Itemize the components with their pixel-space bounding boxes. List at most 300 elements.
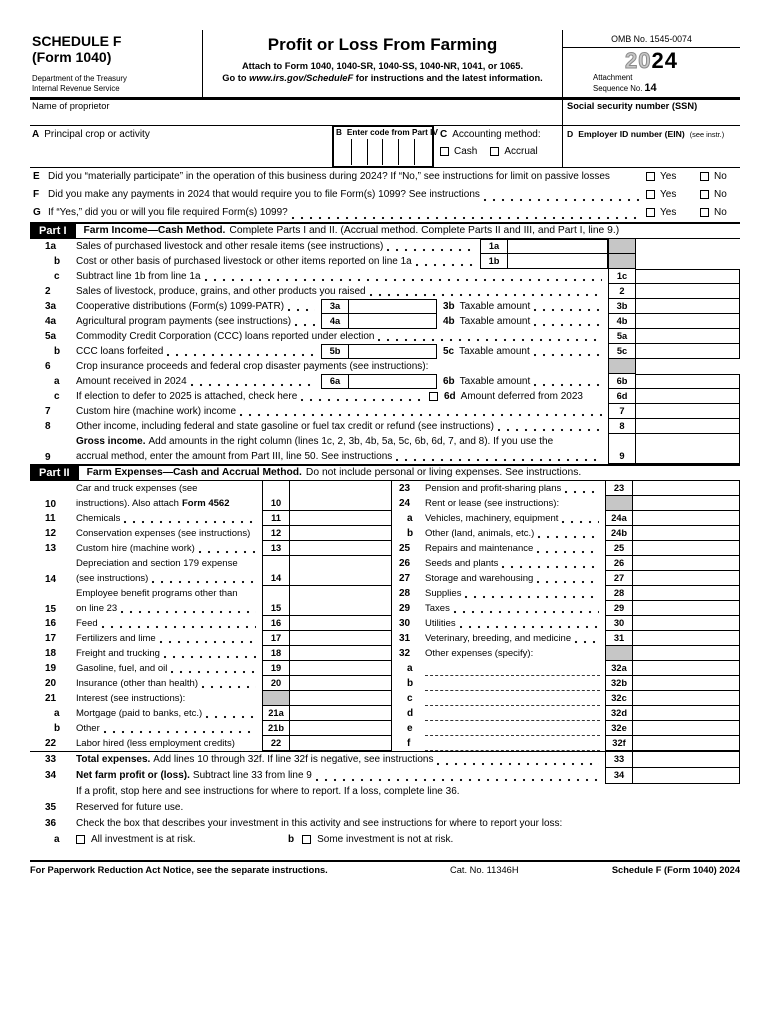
line-10-text-2	[76, 496, 262, 511]
row-12	[30, 526, 392, 541]
line-5c-amount-field[interactable]	[636, 344, 740, 359]
checkbox-cash[interactable]	[440, 147, 449, 156]
line-15-amount-field[interactable]	[290, 586, 392, 616]
deferred-label: Amount deferred from 2023	[460, 390, 583, 402]
line-4a-entry-field[interactable]	[349, 314, 437, 329]
box-c-label-row	[440, 129, 562, 140]
dot-leader	[537, 526, 599, 541]
form-footer	[30, 860, 740, 875]
line-desc	[76, 254, 480, 269]
line-label-32b: 32b	[605, 676, 633, 691]
comb-cell	[336, 139, 351, 165]
line-number: 11	[45, 512, 56, 524]
accounting-method-options	[440, 146, 562, 157]
line-24b-amount-field[interactable]	[633, 526, 740, 541]
part2-left-column	[30, 481, 392, 751]
dot-leader	[533, 314, 602, 329]
accrual-label: Accrual	[504, 145, 538, 157]
line-number: b	[54, 255, 61, 267]
line-text: Gasoline, fuel, and oil	[76, 662, 168, 674]
line-number: b	[407, 677, 414, 689]
line-number: 5a	[45, 330, 57, 342]
line-text: instructions). Also attach	[76, 497, 179, 509]
checkbox-f-yes[interactable]	[646, 190, 655, 199]
deferred-amount-6d	[438, 389, 608, 404]
line-19-amount-field[interactable]	[290, 661, 392, 676]
line-text: Other income, including federal and state gasoline or fuel tax credit or refund (see instructions)	[76, 420, 494, 432]
row-4a	[30, 314, 740, 329]
line-label-21b: 21b	[262, 721, 290, 736]
e-no-option	[700, 171, 740, 182]
line-number: 17	[45, 632, 57, 644]
line-label-22: 22	[262, 736, 290, 751]
year-prefix: 20	[625, 48, 652, 73]
ssn-cell	[562, 100, 740, 125]
line-label-25: 25	[605, 541, 633, 556]
line-text: Add amounts in the right column (lines 1c, 2, 3b, 4b, 5a, 5c, 6b, 6d, 7, and 8). If you use the	[148, 435, 554, 447]
line-number: 18	[45, 647, 57, 659]
line-text: Repairs and maintenance	[425, 542, 534, 554]
box-a-label-row	[32, 129, 332, 140]
part1-subtitle: Complete Parts I and II. (Accrual method. Complete Parts II and III, and Part I, line 9.)	[229, 225, 620, 237]
line-14-text-2	[76, 571, 262, 586]
row-1c	[30, 269, 740, 284]
dot-leader	[377, 329, 602, 344]
question-g-text: If “Yes,” did you or will you file required Form(s) 1099?	[48, 207, 288, 219]
checkbox-36b-some-not-at-risk[interactable]	[302, 835, 311, 844]
taxable-amount-5c	[437, 344, 608, 359]
line-6b-amount-field[interactable]	[636, 374, 740, 389]
ssn-input[interactable]	[567, 111, 740, 125]
line-number: c	[54, 270, 60, 282]
box-a-label: Principal crop or activity	[44, 128, 150, 140]
line-number: d	[407, 707, 414, 719]
line-number: 16	[45, 617, 57, 629]
line-label-13: 13	[262, 541, 290, 556]
line-desc	[76, 344, 321, 359]
row-32c	[392, 691, 740, 706]
line-21b-amount-field[interactable]	[290, 721, 392, 736]
line-6a-entry-field[interactable]	[349, 374, 437, 389]
line-text: Freight and trucking	[76, 647, 160, 659]
line-text: Vehicles, machinery, equipment	[425, 512, 559, 524]
part2-subtitle: Do not include personal or living expenses. See instructions.	[305, 467, 582, 479]
form-header	[30, 30, 740, 100]
name-input[interactable]	[32, 111, 562, 125]
line-desc	[76, 374, 321, 389]
checkbox-accrual[interactable]	[490, 147, 499, 156]
line-32e-amount-field[interactable]	[633, 721, 740, 736]
form-number: (Form 1040)	[32, 49, 112, 66]
dot-leader	[459, 616, 599, 631]
line-6d-amount-field[interactable]	[636, 389, 740, 404]
line-number: 4a	[45, 315, 57, 327]
row-14	[30, 556, 392, 586]
line-label-1a: 1a	[480, 239, 508, 254]
checkbox-g-no[interactable]	[700, 208, 709, 217]
line-16-amount-field[interactable]	[290, 616, 392, 631]
line-text: accrual method, enter the amount from Part III, line 50. See instructions	[76, 450, 393, 462]
line-5a-amount-field[interactable]	[636, 329, 740, 344]
row-32a	[392, 661, 740, 676]
comb-cell	[382, 139, 398, 165]
line-number: 23	[399, 482, 411, 494]
line-label-24b: 24b	[605, 526, 633, 541]
line-text: Agricultural program payments (see instructions)	[76, 315, 292, 327]
line-18-amount-field[interactable]	[290, 646, 392, 661]
row-10	[30, 481, 392, 511]
line-12-amount-field[interactable]	[290, 526, 392, 541]
dot-leader	[291, 204, 640, 222]
box-b	[332, 125, 438, 168]
header-left	[30, 30, 203, 97]
row-21a	[30, 706, 392, 721]
line-2-amount-field[interactable]	[636, 284, 740, 299]
dot-leader	[198, 541, 256, 556]
dot-leader	[386, 239, 474, 254]
shaded-cell	[608, 254, 636, 269]
line-25-amount-field[interactable]	[633, 541, 740, 556]
row-15	[30, 586, 392, 616]
line-30-amount-field[interactable]	[633, 616, 740, 631]
line-10-text-1	[76, 481, 262, 496]
line-number: 27	[399, 572, 411, 584]
line-28-amount-field[interactable]	[633, 586, 740, 601]
name-label: Name of proprietor	[32, 100, 110, 111]
comb-cell	[398, 139, 414, 165]
line-text: Insurance (other than health)	[76, 677, 198, 689]
line-number-6d: 6d	[444, 390, 456, 402]
at-risk-label: All investment is at risk.	[91, 834, 196, 846]
shaded-cell	[262, 691, 290, 706]
goto-post: for instructions and the latest information.	[353, 73, 543, 83]
blank-cell	[636, 359, 740, 374]
line-32b-writein[interactable]	[425, 686, 600, 691]
line-number: 7	[45, 405, 51, 417]
line-32c-writein[interactable]	[425, 701, 600, 706]
part2-bar	[30, 464, 740, 481]
line-label-32f: 32f	[605, 736, 633, 751]
line-label-19: 19	[262, 661, 290, 676]
dot-leader	[190, 374, 315, 389]
taxable-amount-label: Taxable amount	[459, 345, 530, 357]
line-number: 19	[45, 662, 57, 674]
letter-c: C	[440, 128, 448, 140]
line-32f-amount-field[interactable]	[633, 736, 740, 751]
shaded-cell	[605, 646, 633, 661]
line-32d-amount-field[interactable]	[633, 706, 740, 721]
row-9	[30, 434, 740, 464]
line-desc	[76, 586, 262, 616]
line-label-15: 15	[262, 586, 290, 616]
line-text: Other	[76, 722, 100, 734]
dot-leader	[294, 314, 315, 329]
line-label-27: 27	[605, 571, 633, 586]
line-number: 21	[45, 692, 57, 704]
box-a	[30, 126, 332, 167]
line-label-1b: 1b	[480, 254, 508, 269]
no-label: No	[714, 207, 727, 219]
part1-bar	[30, 222, 740, 239]
sequence-number: 14	[644, 82, 657, 95]
line-1b-entry-field[interactable]	[508, 254, 608, 269]
checkbox-e-yes[interactable]	[646, 172, 655, 181]
line-label-14: 14	[262, 556, 290, 586]
line-1c-amount-field[interactable]	[636, 269, 740, 284]
line-4b-amount-field[interactable]	[636, 314, 740, 329]
line-number: 35	[45, 802, 57, 814]
dot-leader	[574, 631, 599, 646]
blank-cell	[633, 496, 740, 511]
line-9-amount-field[interactable]	[636, 434, 740, 464]
line-number: 31	[399, 632, 411, 644]
form-body	[30, 30, 740, 875]
part1-table	[30, 239, 740, 464]
line-1a-entry-field[interactable]	[508, 239, 608, 254]
taxable-amount-3b	[437, 299, 608, 314]
line-label-3a: 3a	[321, 299, 349, 314]
line-33-amount-field[interactable]	[633, 752, 740, 768]
part2-summary	[30, 752, 740, 848]
row-36	[30, 816, 740, 832]
line-text: Cooperative distributions (Form(s) 1099-PATR)	[76, 300, 285, 312]
line-number-3b: 3b	[443, 300, 455, 312]
checkbox-g-yes[interactable]	[646, 208, 655, 217]
shaded-cell	[608, 359, 636, 374]
line-text: Subtract line 33 from line 9	[192, 770, 312, 782]
line-label-32d: 32d	[605, 706, 633, 721]
checkbox-36a-all-at-risk[interactable]	[76, 835, 85, 844]
row-5b	[30, 344, 740, 359]
dot-leader	[453, 601, 599, 616]
line-desc	[76, 299, 321, 314]
line-label-9: 9	[608, 434, 636, 464]
line-32e-writein[interactable]	[425, 731, 600, 736]
line-label-2: 2	[608, 284, 636, 299]
row-19	[30, 661, 392, 676]
line-number: a	[407, 512, 413, 524]
line-text: Commodity Credit Corporation (CCC) loans reported under election	[76, 330, 375, 342]
checkbox-defer-election[interactable]	[429, 392, 438, 401]
letter-e: E	[33, 171, 40, 183]
total-expenses-label: Total expenses.	[76, 754, 151, 766]
line-number: 28	[399, 587, 411, 599]
f-no-option	[700, 189, 740, 200]
line-15-text-1	[76, 586, 262, 601]
line-label-32e: 32e	[605, 721, 633, 736]
row-13	[30, 541, 392, 556]
line-text: Crop insurance proceeds and federal crop disaster payments (see instructions):	[76, 360, 429, 372]
line-7-amount-field[interactable]	[636, 404, 740, 419]
line-17-amount-field[interactable]	[290, 631, 392, 646]
line-text: Other (land, animals, etc.)	[425, 527, 535, 539]
line-24a-amount-field[interactable]	[633, 511, 740, 526]
line-label-11: 11	[262, 511, 290, 526]
row-16	[30, 616, 392, 631]
ssn-label: Social security number (SSN)	[567, 100, 698, 111]
line-31-amount-field[interactable]	[633, 631, 740, 646]
line-number: b	[54, 345, 61, 357]
row-32d	[392, 706, 740, 721]
dot-leader	[163, 646, 256, 661]
row-23	[392, 481, 740, 496]
line-text: Employee benefit programs other than	[76, 587, 238, 599]
row-34-note	[30, 784, 740, 800]
question-f	[30, 186, 740, 204]
row-32b	[392, 676, 740, 691]
line-11-amount-field[interactable]	[290, 511, 392, 526]
row-24a	[392, 511, 740, 526]
line-text: Pension and profit-sharing plans	[425, 482, 562, 494]
year-suffix: 24	[651, 48, 678, 73]
dot-leader	[287, 299, 315, 314]
line-3b-amount-field[interactable]	[636, 299, 740, 314]
part2-columns	[30, 481, 740, 752]
blank-cell	[636, 254, 740, 269]
line-21a-amount-field[interactable]	[290, 706, 392, 721]
sequence-line	[593, 82, 740, 95]
code-input-comb[interactable]	[336, 139, 430, 165]
line-number: 14	[45, 573, 57, 585]
line-text: Other expenses (specify):	[425, 647, 534, 659]
line-label-10: 10	[262, 481, 290, 511]
row-24b	[392, 526, 740, 541]
taxable-amount-6b	[437, 374, 608, 389]
abcd-row	[30, 126, 740, 168]
line-text: Storage and warehousing	[425, 572, 534, 584]
line-number: 20	[45, 677, 57, 689]
line-label-20: 20	[262, 676, 290, 691]
checkbox-f-no[interactable]	[700, 190, 709, 199]
dot-leader	[561, 511, 599, 526]
dot-leader	[103, 721, 256, 736]
crop-activity-input[interactable]	[32, 140, 332, 167]
line-32a-amount-field[interactable]	[633, 661, 740, 676]
dot-leader	[395, 449, 602, 464]
line-23-amount-field[interactable]	[633, 481, 740, 496]
goto-instruction	[207, 73, 558, 83]
row-29	[392, 601, 740, 616]
dot-leader	[123, 511, 256, 526]
row-20	[30, 676, 392, 691]
paperwork-notice: For Paperwork Reduction Act Notice, see the separate instructions.	[30, 864, 328, 875]
checkbox-e-no[interactable]	[700, 172, 709, 181]
dot-leader	[239, 404, 602, 419]
row-5a	[30, 329, 740, 344]
line-number: 24	[399, 497, 411, 509]
line-14-text-1	[76, 556, 262, 571]
line-desc	[76, 389, 438, 404]
line-number: 12	[45, 527, 57, 539]
line-number: 9	[45, 451, 51, 463]
line-number: 33	[45, 754, 57, 766]
line-label-32a: 32a	[605, 661, 633, 676]
line-text: (see instructions)	[76, 572, 149, 584]
dot-leader	[159, 631, 256, 646]
line-label-24a: 24a	[605, 511, 633, 526]
schedule-footer-id: Schedule F (Form 1040) 2024	[611, 864, 740, 875]
dept-line1: Department of the Treasury	[32, 74, 127, 84]
no-label: No	[714, 171, 727, 183]
line-34-amount-field[interactable]	[633, 768, 740, 784]
line-label-6b: 6b	[608, 374, 636, 389]
line-label-30: 30	[605, 616, 633, 631]
line-8-amount-field[interactable]	[636, 419, 740, 434]
attachment-label: Attachment	[593, 73, 633, 83]
shaded-cell	[608, 239, 636, 254]
line-5b-entry-field[interactable]	[349, 344, 437, 359]
line-text: Rent or lease (see instructions):	[425, 497, 560, 509]
dot-leader	[204, 269, 602, 284]
part1-label: Part I	[30, 224, 76, 238]
row-33	[30, 752, 740, 768]
line-9-text-2	[76, 449, 608, 464]
row-6a	[30, 374, 740, 389]
name-cell	[30, 100, 562, 125]
net-profit-label: Net farm profit or (loss).	[76, 770, 190, 782]
dot-leader	[120, 601, 256, 616]
line-number: 6	[45, 360, 51, 372]
row-24	[392, 496, 740, 511]
line-32f-writein[interactable]	[425, 746, 600, 751]
dot-leader	[205, 706, 256, 721]
line-number: 25	[399, 542, 411, 554]
dot-leader	[315, 768, 599, 784]
line-14-amount-field[interactable]	[290, 556, 392, 586]
line-32c-amount-field[interactable]	[633, 691, 740, 706]
dot-leader	[533, 374, 602, 389]
line-label-31: 31	[605, 631, 633, 646]
dot-leader	[536, 571, 599, 586]
row-3a	[30, 299, 740, 314]
line-label-32c: 32c	[605, 691, 633, 706]
row-17	[30, 631, 392, 646]
e-yes-option	[646, 171, 700, 182]
line-desc	[76, 434, 608, 464]
line-text: Chemicals	[76, 512, 121, 524]
sequence-label: Sequence No.	[593, 84, 643, 94]
line-32b-amount-field[interactable]	[633, 676, 740, 691]
line-32d-writein[interactable]	[425, 716, 600, 721]
omb-number: OMB No. 1545-0074	[563, 30, 740, 48]
line-22-amount-field[interactable]	[290, 736, 392, 751]
line-number: a	[407, 662, 413, 674]
line-32a-writein[interactable]	[425, 671, 600, 676]
line-15-text-2	[76, 601, 262, 616]
box-d-title	[567, 129, 738, 139]
line-29-amount-field[interactable]	[633, 601, 740, 616]
line-text: Sales of purchased livestock and other resale items (see instructions)	[76, 240, 384, 252]
row-32	[392, 646, 740, 661]
shaded-cell	[605, 496, 633, 511]
row-32e	[392, 721, 740, 736]
line-number-6b: 6b	[443, 375, 455, 387]
line-label-1c: 1c	[608, 269, 636, 284]
line-label-21a: 21a	[262, 706, 290, 721]
line-3a-entry-field[interactable]	[349, 299, 437, 314]
line-20-amount-field[interactable]	[290, 676, 392, 691]
gross-income-label: Gross income.	[76, 435, 146, 447]
line-label-17: 17	[262, 631, 290, 646]
letter-g: G	[33, 207, 41, 219]
line-number: 30	[399, 617, 411, 629]
line-13-amount-field[interactable]	[290, 541, 392, 556]
line-10-amount-field[interactable]	[290, 481, 392, 511]
row-34	[30, 768, 740, 784]
line-number: a	[54, 375, 60, 387]
line-26-amount-field[interactable]	[633, 556, 740, 571]
line-27-amount-field[interactable]	[633, 571, 740, 586]
